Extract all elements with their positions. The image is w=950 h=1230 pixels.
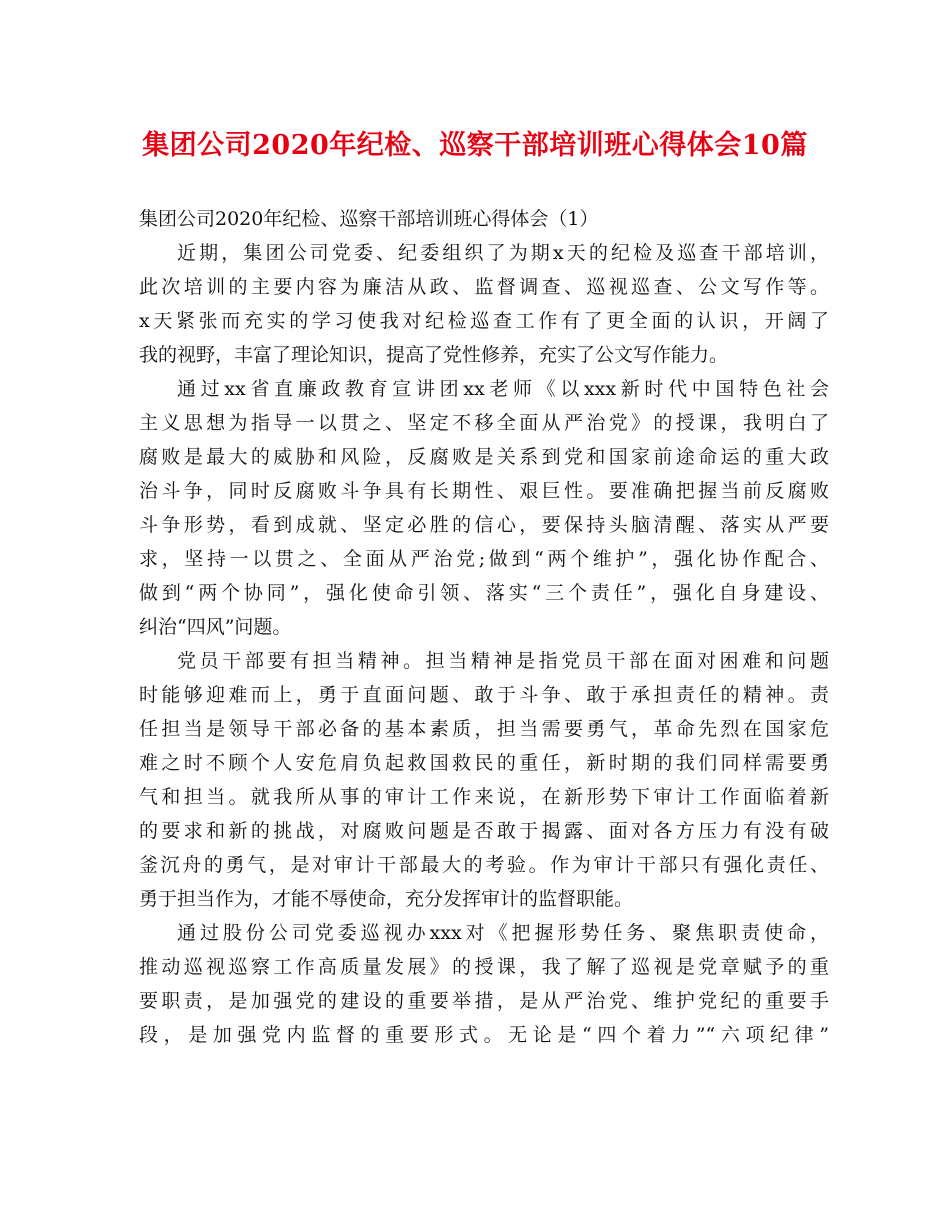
paragraph-3 xyxy=(139,644,829,916)
paragraph-1 xyxy=(139,236,829,372)
paragraph-line: 勇于担当作为，才能不辱使命，充分发挥审计的监督职能。 xyxy=(139,888,634,910)
paragraph-line: 通过股份公司党委巡视办xxx对《把握形势任务、聚焦职责使命， xyxy=(177,922,829,944)
paragraph-2 xyxy=(139,372,829,644)
paragraph-line: 任担当是领导干部必备的基本素质，担当需要勇气，革命先烈在国家危 xyxy=(139,718,829,740)
paragraph-line: 近期，集团公司党委、纪委组织了为期x天的纪检及巡查干部培训， xyxy=(177,242,829,264)
paragraph-line: 我的视野，丰富了理论知识，提高了党性修养，充实了公文写作能力。 xyxy=(139,344,729,366)
section-subtitle: 集团公司2020年纪检、巡察干部培训班心得体会（1） xyxy=(139,208,599,230)
paragraph-line: 时能够迎难而上，勇于直面问题、敢于斗争、敢于承担责任的精神。责 xyxy=(139,684,829,706)
paragraph-4 xyxy=(139,916,829,1052)
paragraph-line: 求，坚持一以贯之、全面从严治党;做到“两个维护”，强化协作配合、 xyxy=(139,548,829,570)
paragraph-line: 要职责，是加强党的建设的重要举措，是从严治党、维护党纪的重要手 xyxy=(139,990,829,1012)
paragraph-line: 难之时不顾个人安危肩负起救国救民的重任，新时期的我们同样需要勇 xyxy=(139,752,829,774)
document-body xyxy=(139,202,829,1052)
paragraph-line: 腐败是最大的威胁和风险，反腐败是关系到党和国家前途命运的重大政 xyxy=(139,446,829,468)
paragraph-line: 气和担当。就我所从事的审计工作来说，在新形势下审计工作面临着新 xyxy=(139,786,829,808)
paragraph-line: 治斗争，同时反腐败斗争具有长期性、艰巨性。要准确把握当前反腐败 xyxy=(139,480,829,502)
paragraph-line: 段，是加强党内监督的重要形式。无论是“四个着力”“六项纪律” xyxy=(139,1024,829,1046)
paragraph-line: 釜沉舟的勇气，是对审计干部最大的考验。作为审计干部只有强化责任、 xyxy=(139,854,829,876)
document-title: 集团公司2020年纪检、巡察干部培训班心得体会10篇 xyxy=(142,130,808,161)
paragraph-line: 斗争形势，看到成就、坚定必胜的信心，要保持头脑清醒、落实从严要 xyxy=(139,514,829,536)
paragraph-line: 推动巡视巡察工作高质量发展》的授课，我了解了巡视是党章赋予的重 xyxy=(139,956,829,978)
paragraph-line: 党员干部要有担当精神。担当精神是指党员干部在面对困难和问题 xyxy=(177,650,829,672)
paragraph-line: 通过xx省直廉政教育宣讲团xx老师《以xxx新时代中国特色社会 xyxy=(177,378,829,400)
paragraph-line: 纠治“四风”问题。 xyxy=(139,616,292,638)
paragraph-line: 做到“两个协同”，强化使命引领、落实“三个责任”，强化自身建设、 xyxy=(139,582,829,604)
paragraph-line: 的要求和新的挑战，对腐败问题是否敢于揭露、面对各方压力有没有破 xyxy=(139,820,829,842)
paragraph-line: 此次培训的主要内容为廉洁从政、监督调查、巡视巡查、公文写作等。 xyxy=(139,276,829,298)
paragraph-line: x天紧张而充实的学习使我对纪检巡查工作有了更全面的认识，开阔了 xyxy=(139,310,829,332)
paragraph-line: 主义思想为指导一以贯之、坚定不移全面从严治党》的授课，我明白了 xyxy=(139,412,829,434)
